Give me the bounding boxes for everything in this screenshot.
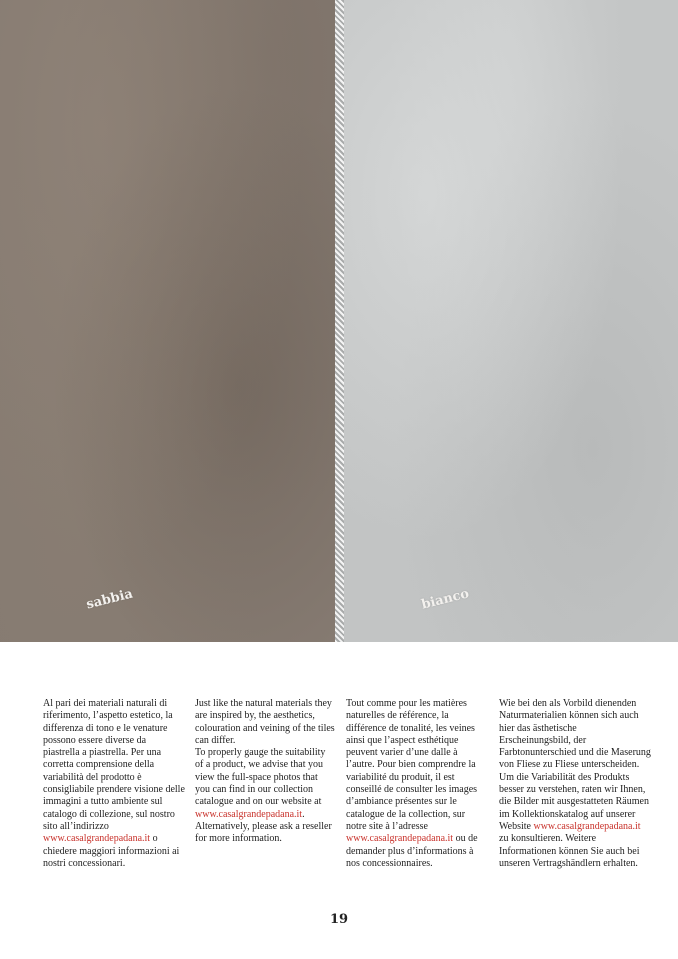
english-paragraph-2: To properly gauge the suitability of a product, we advise that you view the full-space photos that you can find in our collection catalogue and on our website at www.casalgrandepadana.it. Alternatively, please ask a reseller for more information. [195, 747, 332, 845]
english-column [195, 698, 335, 846]
german-column [499, 698, 651, 870]
bianco-label: bianco [419, 586, 471, 613]
french-column [346, 698, 486, 870]
page-number: 19 [329, 912, 349, 927]
website-link-de[interactable]: www.casalgrandepadana.it [533, 820, 641, 832]
sabbia-label: sabbia [84, 586, 135, 613]
german-paragraph: Wie bei den als Vorbild dienenden Naturmaterialien können sich auch hier das ästhetische Erscheinungsbild, der Farbtonunterschied und die Maserung von Fliese zu Fliese unterscheiden. Um die Variabilität des Produkts besser zu verstehen, raten wir Ihnen, die Bilder mit ausgestatteten Räumen im Kollektionskatalog auf unserer Website www.casalgrandepadana.it zu konsultieren. Weitere Informationen können Sie auch bei unseren Vertragshändlern erhalten. [499, 698, 651, 869]
english-paragraph-1: Just like the natural materials they are inspired by, the aesthetics, colouration and veining of the tiles can differ. [195, 698, 335, 746]
italian-paragraph: Al pari dei materiali naturali di riferimento, l’aspetto estetico, la differenza di tono e le venature possono essere diverse da piastrella a piastrella. Per una corretta comprensione della variabilità del prodotto è consigliabile prendere visione delle immagini a tutto ambiente sul catalogo di collezione, sul nostro sito all’indirizzo www.casalgrandepadana.it o chiedere maggiori informazioni ai nostri concessionari. [43, 698, 185, 869]
website-link-en[interactable]: www.casalgrandepadana.it [195, 808, 303, 820]
french-paragraph: Tout comme pour les matières naturelles de référence, la différence de tonalité, les veines ainsi que l’aspect esthétique peuvent varier d’une dalle à l’autre. Pour bien comprendre la variabilité du produit, il est conseillé de consulter les images d’ambiance présentes sur le catalogue de la collection, sur notre site à l’adresse www.casalgrandepadana.it ou de demander plus d’informations à nos concessionnaires. [346, 698, 478, 869]
website-link-fr[interactable]: www.casalgrandepadana.it [346, 833, 454, 845]
bianco-tile-sample [339, 0, 678, 642]
italian-column [43, 698, 185, 870]
website-link-it[interactable]: www.casalgrandepadana.it [43, 833, 151, 845]
tile-seam [335, 0, 344, 642]
sabbia-tile-sample [0, 0, 339, 642]
